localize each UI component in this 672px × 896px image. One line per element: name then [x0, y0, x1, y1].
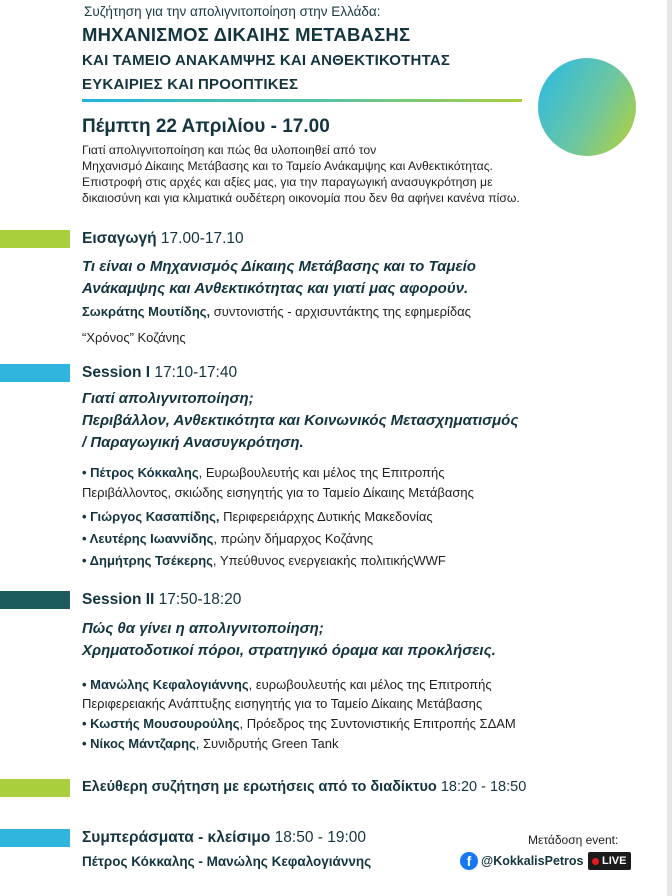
speaker-role: Περιφερειάρχης Δυτικής Μακεδονίας — [219, 509, 433, 524]
section-header-conclusions — [82, 829, 366, 847]
event-subtitle: Συζήτηση για την απολιγνιτοποίηση στην Ελλάδα: — [84, 4, 381, 19]
intro-paragraph — [82, 142, 602, 206]
speaker-name: • Λευτέρης Ιωαννίδης — [82, 531, 214, 546]
section-time: 17:10-17:40 — [150, 364, 238, 381]
section-header-discussion — [82, 779, 526, 795]
speaker-item — [82, 508, 433, 526]
section-label: Session I — [82, 364, 151, 381]
section-header-session2 — [82, 591, 241, 609]
speaker-name: • Γιώργος Κασαπίδης, — [82, 509, 220, 524]
live-badge: LIVE — [588, 852, 631, 870]
intro-line: Μηχανισμό Δίκαιης Μετάβασης και το Ταμείο Ανάκαμψης και Ανθεκτικότητας. — [82, 159, 493, 173]
speaker-name: • Πέτρος Κόκκαλης — [82, 465, 199, 480]
section-label: Εισαγωγή — [82, 230, 157, 247]
conclusion-speakers-names: Πέτρος Κόκκαλης - Μανώλης Κεφαλογιάννης — [82, 854, 372, 869]
section-topic-session1 — [82, 388, 518, 454]
section-time: 17:50-18:20 — [154, 591, 242, 608]
speaker-name: • Μανώλης Κεφαλογιάννης — [82, 677, 249, 692]
stream-label: Μετάδοση event: — [528, 833, 619, 847]
speaker-role: , Υπεύθυνος ενεργειακής πολιτικήςWWF — [212, 553, 446, 568]
section-marker-discussion — [0, 779, 70, 797]
topic-line: Πώς θα γίνει η απολιγνιτοποίηση; — [82, 620, 324, 637]
speaker-role: , πρώην δήμαρχος Κοζάνης — [213, 531, 374, 546]
speaker-role: , Ευρωβουλευτής και μέλος της Επιτροπής — [198, 465, 445, 480]
speaker-name: • Νίκος Μάντζαρης — [82, 736, 196, 751]
section-time: 18:20 - 18:50 — [436, 779, 527, 795]
speaker-name: • Δημήτρης Τσέκερης — [82, 553, 213, 568]
live-dot-icon — [592, 858, 599, 865]
section-label: Session II — [82, 591, 155, 608]
topic-line: Ανάκαμψης και Ανθεκτικότητας και γιατί μας αφορούν. — [82, 280, 469, 297]
moderator-name: Σωκράτης Μουτίδης, — [82, 304, 211, 319]
section-header-session1 — [82, 364, 237, 382]
page-edge — [667, 0, 672, 896]
section-time: 18:50 - 19:00 — [270, 829, 367, 846]
speaker-item — [82, 715, 516, 733]
intro-line: Γιατί απολιγνιτοποίηση και πώς θα υλοποιηθεί από τον — [82, 143, 377, 157]
moderator-role: συντονιστής - αρχισυντάκτης της εφημερίδας — [210, 304, 471, 319]
topic-line: Τι είναι ο Μηχανισμός Δίκαιης Μετάβασης και το Ταμείο — [82, 258, 476, 275]
facebook-handle-link[interactable]: @KokkalisPetros — [481, 854, 584, 868]
topic-line: Χρηματοδοτικοί πόροι, στρατηγικό όραμα και προκλήσεις. — [82, 642, 496, 659]
speaker-role-continued: Περιφερειακής Ανάπτυξης εισηγητής για το Ταμείο Δίκαιης Μετάβασης — [82, 696, 483, 711]
event-title-line1: ΜΗΧΑΝΙΣΜΟΣ ΔΙΚΑΙΗΣ ΜΕΤΑΒΑΣΗΣ — [82, 24, 411, 45]
event-title-line2: ΚΑΙ ΤΑΜΕΙΟ ΑΝΑΚΑΜΨΗΣ ΚΑΙ ΑΝΘΕΚΤΙΚΟΤΗΤΑΣ — [82, 52, 451, 69]
title-underline — [82, 99, 522, 102]
conclusion-speakers — [82, 853, 371, 871]
event-date: Πέμπτη 22 Απριλίου - 17.00 — [82, 116, 330, 137]
topic-line: / Παραγωγική Ανασυγκρότηση. — [82, 434, 304, 451]
section-time: 17.00-17.10 — [156, 230, 244, 247]
speaker-item — [82, 676, 492, 694]
section-marker-conclusions — [0, 829, 70, 847]
speaker-name: • Κωστής Μουσουρούλης — [82, 716, 240, 731]
section-label: Ελεύθερη συζήτηση με ερωτήσεις από το διαδίκτυο — [82, 779, 437, 795]
speaker-role: , ευρωβουλευτής και μέλος της Επιτροπής — [248, 677, 492, 692]
intro-line: Επιστροφή στις αρχές και αξίες μας, για την παραγωγική ανασυγκρότηση με — [82, 175, 493, 189]
speaker-item — [82, 552, 446, 570]
section-header-intro — [82, 230, 244, 248]
topic-line: Περιβάλλον, Ανθεκτικότητα και Κοινωνικός Μετασχηματισμός — [82, 412, 519, 429]
section-marker-intro — [0, 230, 70, 248]
speaker-item — [82, 464, 444, 482]
speaker-role: , Πρόεδρος της Συντονιστικής Επιτροπής ΣΔΑΜ — [239, 716, 516, 731]
section-label: Συμπεράσματα - κλείσιμο — [82, 829, 271, 846]
speaker-item — [82, 530, 373, 548]
topic-line: Γιατί απολιγνιτοποίηση; — [82, 390, 254, 407]
section-marker-session1 — [0, 364, 70, 382]
speaker-item — [82, 735, 339, 753]
facebook-icon[interactable]: f — [460, 852, 478, 870]
speaker-role: , Συνιδρυτής Green Tank — [195, 736, 339, 751]
moderator-role-line2: “Χρόνος” Κοζάνης — [82, 330, 186, 345]
moderator-line — [82, 303, 471, 321]
intro-line: δικαιοσύνη και για κλιματικά ουδέτερη οικονομία που δεν θα αφήνει κανένα πίσω. — [82, 191, 520, 205]
section-topic-session2 — [82, 618, 496, 662]
section-marker-session2 — [0, 591, 70, 609]
speaker-role-continued: Περιβάλλοντος, σκιώδης εισηγητής για το Ταμείο Δίκαιης Μετάβασης — [82, 485, 474, 500]
section-topic-intro — [82, 256, 476, 300]
event-title-line3: ΕΥΚΑΙΡΙΕΣ ΚΑΙ ΠΡΟΟΠΤΙΚΕΣ — [82, 76, 299, 93]
